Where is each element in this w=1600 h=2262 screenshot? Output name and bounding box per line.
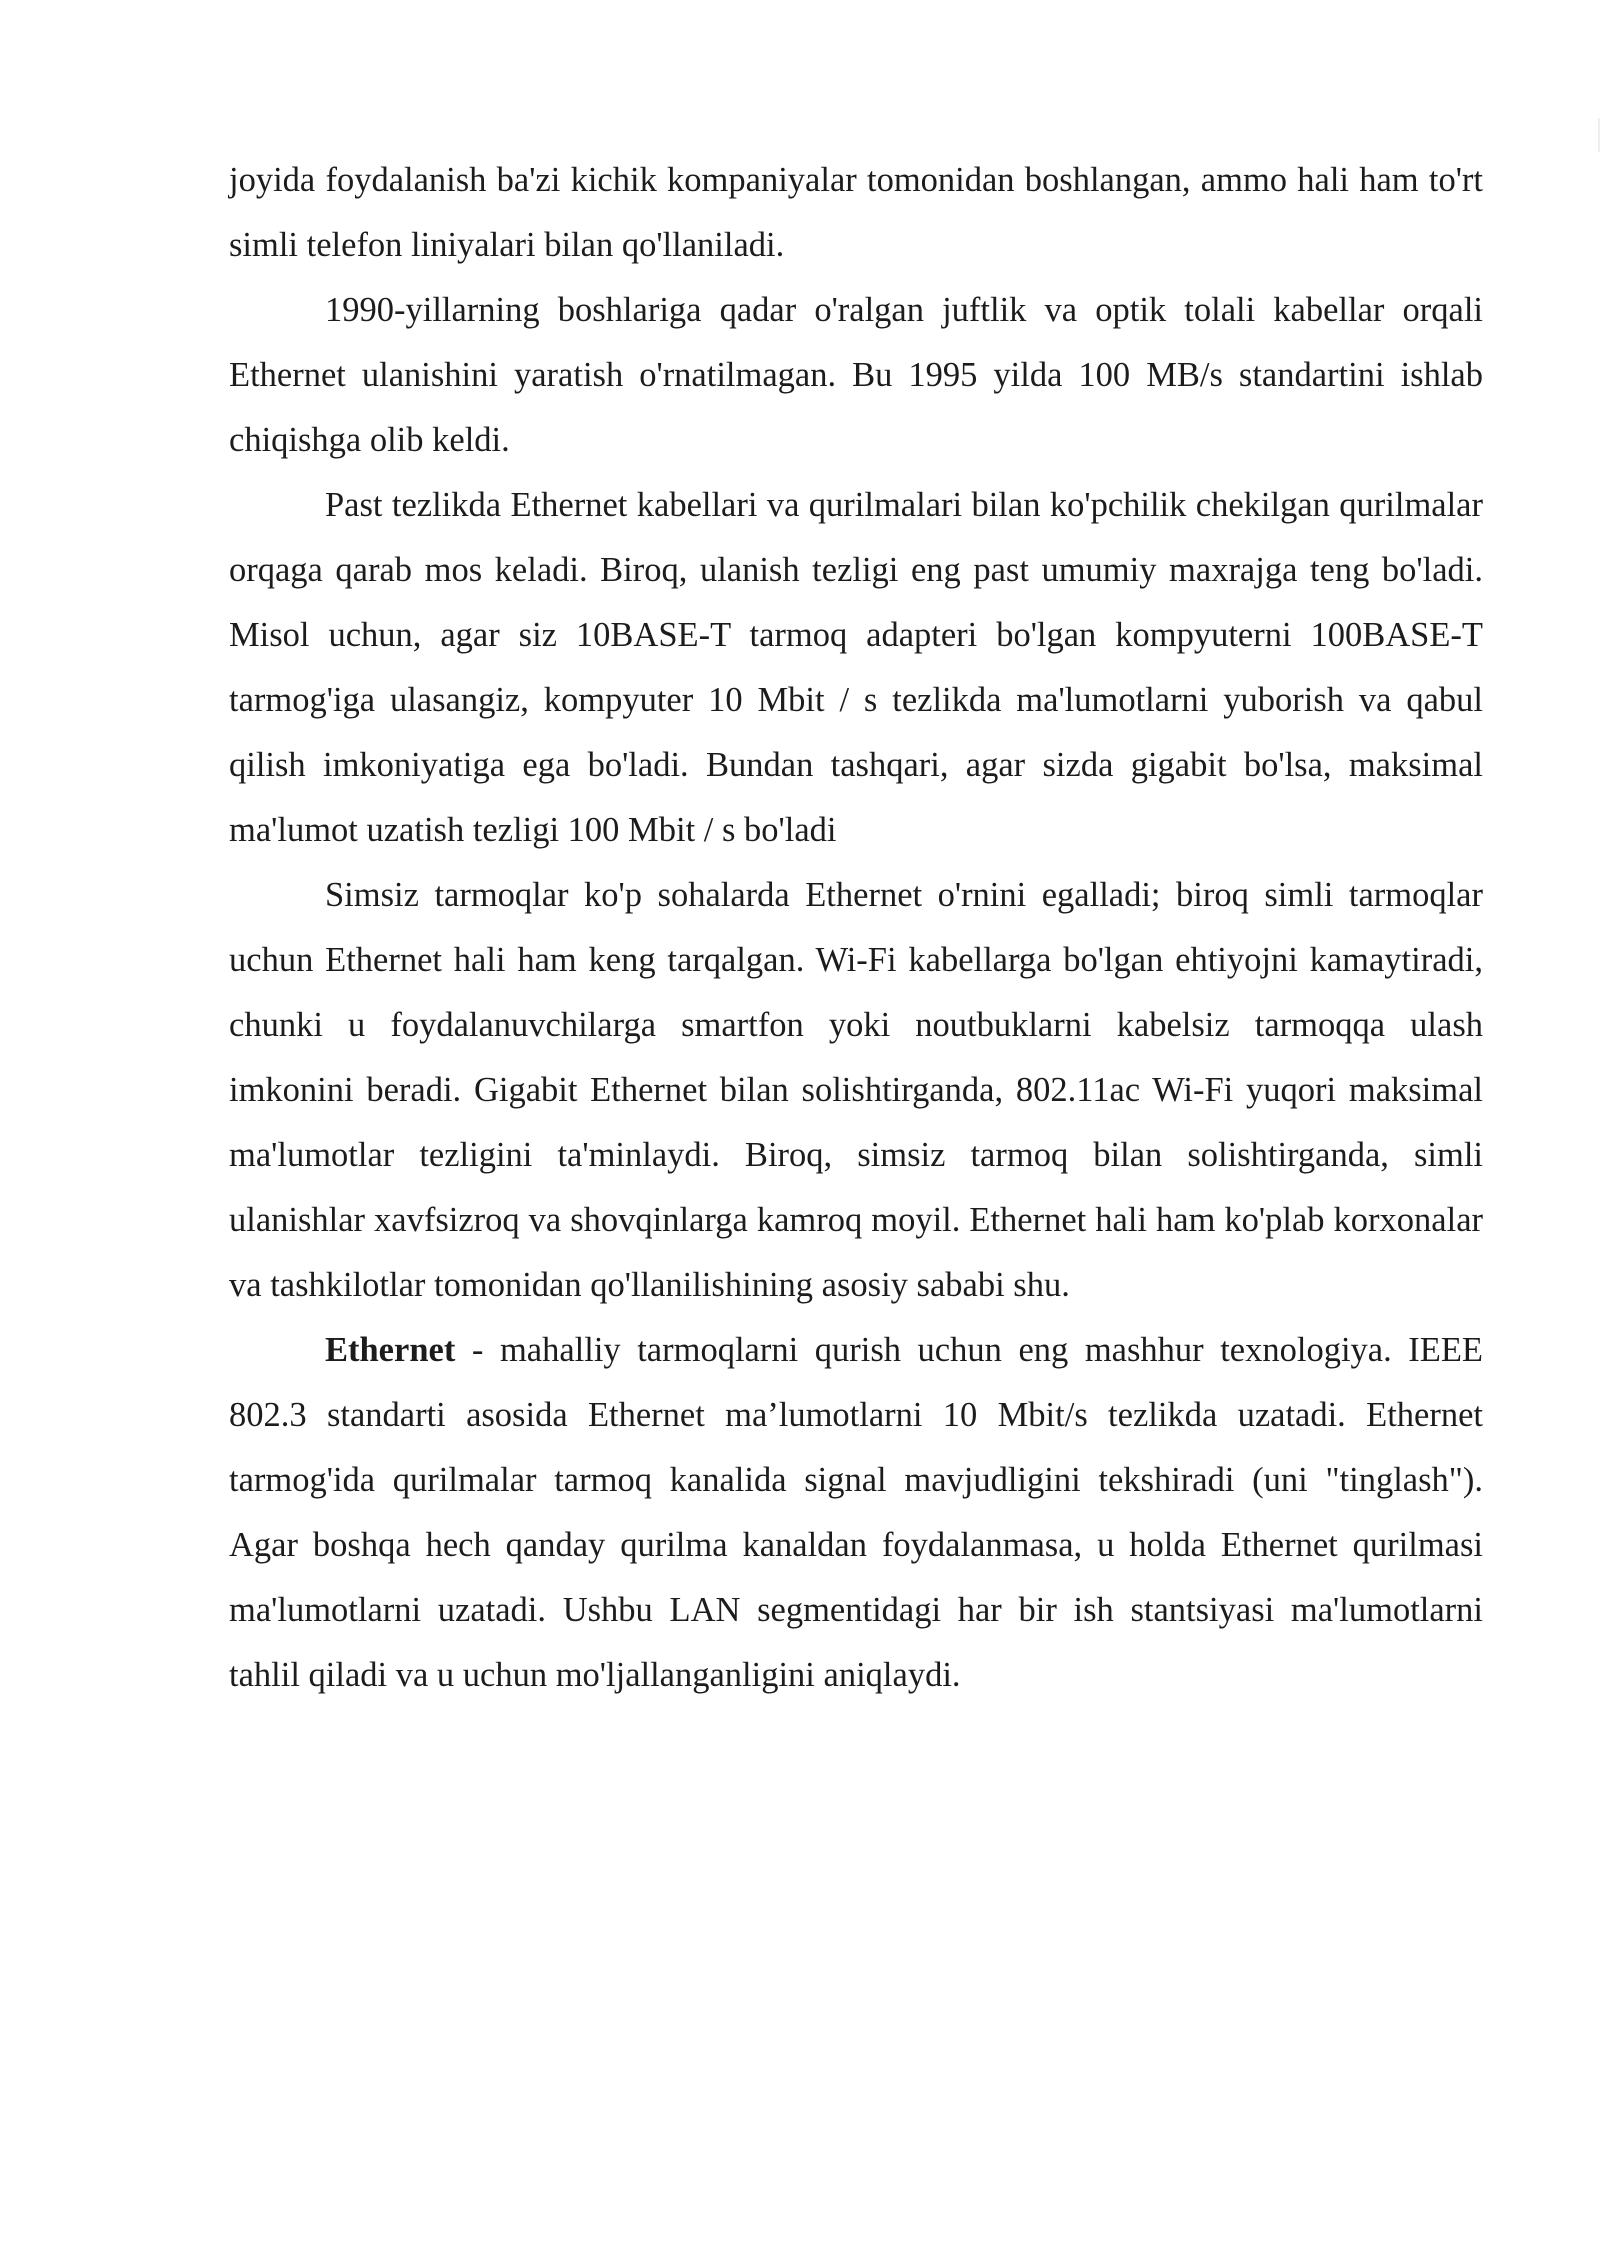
paragraph-wireless-comparison: Simsiz tarmoqlar ko'p sohalarda Ethernet o'rnini egalladi; biroq simli tarmoqlar uchun Ethernet hali ham keng tarqalgan. Wi-Fi kabellarga bo'lgan ehtiyojni kamaytiradi, chunki u foydalanuvchilarga smartfon yoki noutbuklarni kabelsiz tarmoqqa ulash imkonini beradi. Gigabit Ethernet bilan solishtirganda, 802.11ac Wi-Fi yuqori maksimal ma'lumotlar tezligini ta'minlaydi. Biroq, simsiz tarmoq bilan solishtirganda, simli ulanishlar xavfsizroq va shovqinlarga kamroq moyil. Ethernet hali ham ko'plab korxonalar va tashkilotlar tomonidan qo'llanilishining asosiy sababi shu. [229, 876, 1483, 1304]
ethernet-term: Ethernet [325, 1331, 456, 1369]
paragraph-backward-compatibility: Past tezlikda Ethernet kabellari va qurilmalari bilan ko'pchilik chekilgan qurilmalar orqaga qarab mos keladi. Biroq, ulanish tezligi eng past umumiy maxrajga teng bo'ladi. Misol uchun, agar siz 10BASE-T tarmoq adapteri bo'lgan kompyuterni 100BASE-T tarmog'iga ulasangiz, kompyuter 10 Mbit / s tezlikda ma'lumotlarni yuborish va qabul qilish imkoniyatiga ega bo'ladi. Bundan tashqari, agar sizda gigabit bo'lsa, maksimal ma'lumot uzatish tezligi 100 Mbit / s bo'ladi [229, 486, 1483, 849]
document-body [229, 148, 1483, 1708]
ethernet-definition-text: - mahalliy tarmoqlarni qurish uchun eng mashhur texnologiya. IEEE 802.3 standarti asosida Ethernet ma’lumotlarni 10 Mbit/s tezlikda uzatadi. Ethernet tarmog'ida qurilmalar tarmoq kanalida signal mavjudligini tekshiradi (uni "tinglash"). Agar boshqa hech qanday qurilma kanaldan foydalanmasa, u holda Ethernet qurilmasi ma'lumotlarni uzatadi. Ushbu LAN segmentidagi har bir ish stantsiyasi ma'lumotlarni tahlil qiladi va u uchun mo'ljallanganligini aniqlaydi. [229, 1331, 1483, 1694]
paragraph-ethernet-definition [229, 1318, 1483, 1708]
paragraph-continuation: joyida foydalanish ba'zi kichik kompaniyalar tomonidan boshlangan, ammo hali ham to'rt simli telefon liniyalari bilan qo'llaniladi. [229, 161, 1483, 264]
paragraph-ethernet-history: 1990-yillarning boshlariga qadar o'ralgan juftlik va optik tolali kabellar orqali Ethernet ulanishini yaratish o'rnatilmagan. Bu 1995 yilda 100 MB/s standartini ishlab chiqishga olib keldi. [229, 291, 1483, 459]
